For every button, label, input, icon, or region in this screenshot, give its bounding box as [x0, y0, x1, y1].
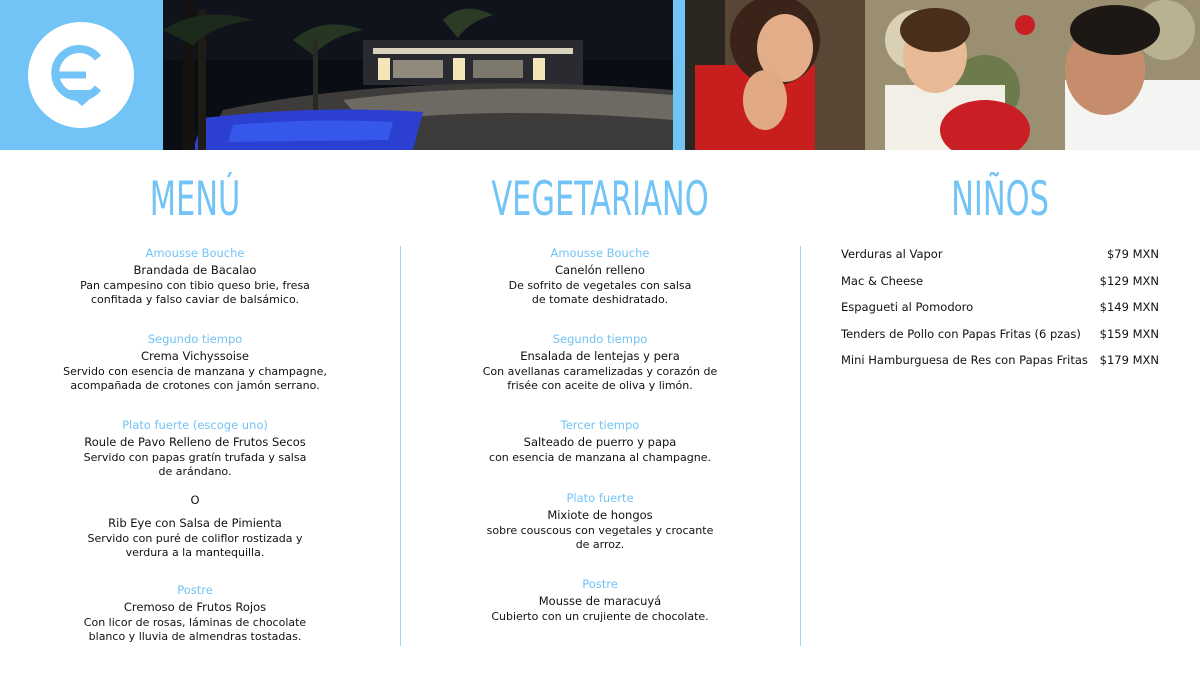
- ninos-column: [830, 165, 1170, 235]
- kids-item-name: Mac & Cheese: [841, 273, 924, 288]
- menu-title: MENÚ: [149, 172, 241, 227]
- course-label: Amousse Bouche: [550, 246, 650, 260]
- menu-course: [440, 490, 760, 552]
- dish-description: Servido con puré de coliflor rostizada y: [87, 532, 303, 545]
- header-banner: [0, 0, 1200, 150]
- kids-item-price: $129 MXN: [1099, 273, 1159, 288]
- logo-block: [0, 0, 163, 150]
- menu-course: [440, 331, 760, 393]
- dish-description: verdura a la mantequilla.: [125, 546, 265, 559]
- menu-course: [35, 417, 355, 479]
- list-item: [841, 326, 1159, 353]
- dish-description: de arroz.: [575, 538, 625, 551]
- dish-description: confitada y falso caviar de balsámico.: [90, 293, 300, 306]
- list-item: [841, 352, 1159, 379]
- menu-course: [35, 245, 355, 307]
- column-divider: [800, 246, 801, 646]
- course-label: Plato fuerte: [566, 491, 634, 505]
- dish-name: Canelón relleno: [555, 263, 645, 277]
- menu-course: [35, 582, 355, 644]
- list-item: [841, 246, 1159, 273]
- dish-name: Mousse de maracuyá: [538, 594, 662, 608]
- kids-item-price: $79 MXN: [1106, 247, 1159, 261]
- kids-menu-list: [841, 246, 1159, 379]
- column-divider: [400, 246, 401, 646]
- or-separator: O: [190, 493, 200, 507]
- dish-name: Cremoso de Frutos Rojos: [123, 600, 267, 614]
- course-label: Amousse Bouche: [145, 246, 245, 260]
- dish-description: sobre couscous con vegetales y crocante: [486, 524, 714, 537]
- dish-description: Cubierto con un crujiente de chocolate.: [491, 610, 709, 623]
- kids-item-name: Mini Hamburguesa de Res con Papas Fritas: [841, 353, 1088, 367]
- kids-item-name: Espagueti al Pomodoro: [841, 300, 974, 314]
- kids-item-name: Verduras al Vapor: [841, 247, 943, 261]
- dish-description: Con licor de rosas, láminas de chocolate: [83, 616, 307, 629]
- dish-description: De sofrito de vegetales con salsa: [508, 279, 692, 292]
- dish-description: Servido con esencia de manzana y champagne,: [63, 365, 327, 378]
- dish-description: acompañada de crotones con jamón serrano.: [70, 379, 320, 392]
- dish-description: con esencia de manzana al champagne.: [489, 451, 711, 464]
- dish-description: blanco y lluvia de almendras tostadas.: [88, 630, 302, 643]
- kids-item-price: $149 MXN: [1099, 300, 1159, 314]
- menu-course: [35, 331, 355, 393]
- dish-name: Rib Eye con Salsa de Pimienta: [108, 516, 282, 530]
- menu-course: [440, 245, 760, 307]
- dish-description: Con avellanas caramelizadas y corazón de: [482, 365, 718, 378]
- dish-name: Crema Vichyssoise: [141, 349, 249, 363]
- dish-description: frisée con aceite de oliva y limón.: [507, 379, 693, 392]
- dish-name: Mixiote de hongos: [547, 508, 653, 522]
- dish-description: Servido con papas gratín trufada y salsa: [83, 451, 307, 464]
- menu-course: [440, 417, 760, 465]
- kids-item-price: $179 MXN: [1099, 353, 1159, 367]
- vegetariano-column: [440, 165, 760, 623]
- course-label: Postre: [177, 583, 213, 597]
- kids-item-price: $159 MXN: [1099, 326, 1159, 341]
- menu-course-option: [35, 492, 355, 560]
- menu-course: [440, 576, 760, 624]
- course-label: Postre: [582, 577, 618, 591]
- dish-name: Brandada de Bacalao: [133, 263, 257, 277]
- dish-description: de tomate deshidratado.: [531, 293, 669, 306]
- list-item: [841, 273, 1159, 300]
- course-label: Tercer tiempo: [560, 418, 640, 432]
- ninos-title: NIÑOS: [951, 172, 1049, 227]
- course-label: Segundo tiempo: [552, 332, 648, 346]
- dish-name: Roule de Pavo Relleno de Frutos Secos: [84, 435, 306, 449]
- resort-pool-night-photo: [163, 0, 673, 150]
- kids-item-name: Tenders de Pollo con Papas Fritas (6 pzas): [841, 326, 1081, 341]
- header-gap: [673, 0, 685, 150]
- dish-description: Pan campesino con tibio queso brie, fresa: [80, 279, 310, 292]
- family-christmas-photo: [685, 0, 1200, 150]
- dish-description: de arándano.: [158, 465, 232, 478]
- course-label: Plato fuerte (escoge uno): [122, 418, 268, 432]
- dish-name: Ensalada de lentejas y pera: [520, 349, 680, 363]
- course-label: Segundo tiempo: [147, 332, 243, 346]
- vegetariano-title: VEGETARIANO: [491, 172, 709, 227]
- menu-column: [35, 165, 355, 643]
- list-item: [841, 299, 1159, 326]
- dish-name: Salteado de puerro y papa: [523, 435, 677, 449]
- location-pin-c-icon: [28, 22, 134, 128]
